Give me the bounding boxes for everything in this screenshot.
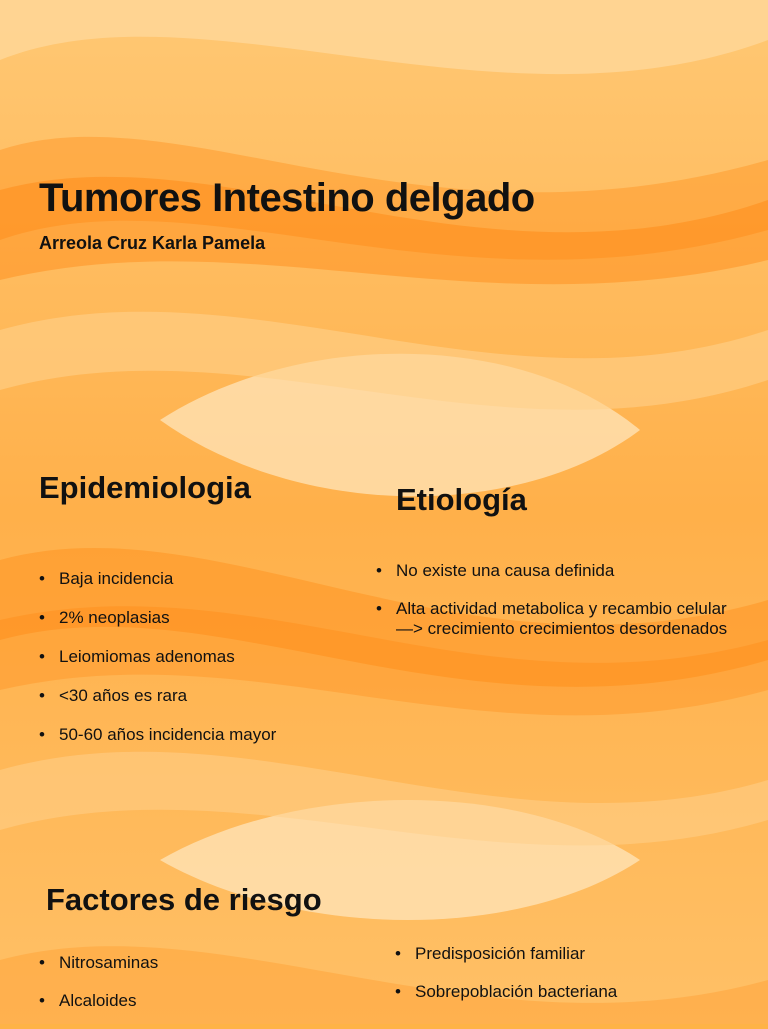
list-item: • Alcaloides [39,991,339,1011]
list-item: • Sobrepoblación bacteriana [395,982,735,1002]
list-item: • 2% neoplasias [39,608,359,628]
list-item: • <30 años es rara [39,686,359,706]
list-item: • Baja incidencia [39,569,359,589]
list-item: • Leiomiomas adenomas [39,647,359,667]
page-title: Tumores Intestino delgado [39,176,535,220]
factores-list-right [395,944,735,1020]
list-item: • Nitrosaminas [39,953,339,973]
etiologia-list [376,561,746,657]
author-name: Arreola Cruz Karla Pamela [39,233,266,253]
list-item: • 50-60 años incidencia mayor [39,725,359,745]
factores-list-left [39,953,339,1029]
epidemiologia-list [39,569,359,764]
list-item: • Predisposición familiar [395,944,735,964]
list-item: • No existe una causa definida [376,561,746,581]
etiologia-heading: Etiología [396,482,527,517]
list-item: • Alta actividad metabolica y recambio celular —> crecimiento crecimientos desordenados [376,599,746,639]
epidemiologia-heading: Epidemiologia [39,470,251,505]
factores-heading: Factores de riesgo [46,882,322,917]
